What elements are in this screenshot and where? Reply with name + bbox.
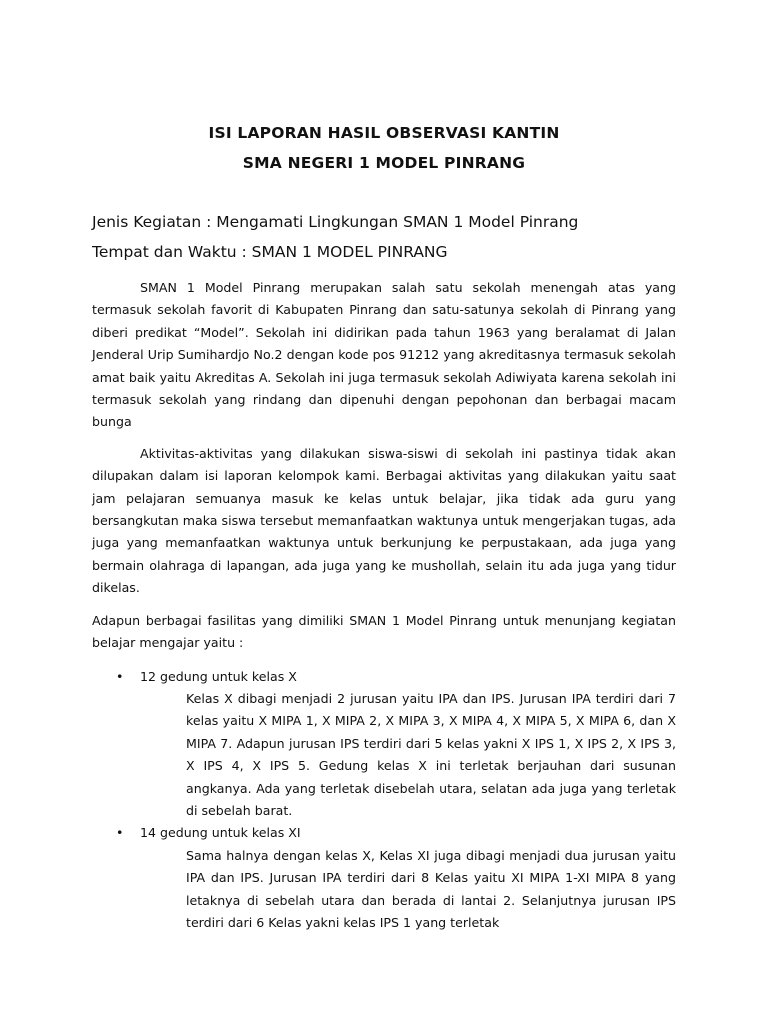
list-item [92, 822, 676, 934]
paragraph-facilities-intro: Adapun berbagai fasilitas yang dimiliki SMAN 1 Model Pinrang untuk menunjang kegiatan belajar mengajar yaitu : [92, 612, 676, 651]
facilities-list [92, 666, 676, 935]
list-item-heading: 14 gedung untuk kelas XI [140, 825, 301, 841]
list-item [92, 666, 676, 823]
list-item-body: Kelas X dibagi menjadi 2 jurusan yaitu IPA dan IPS. Jurusan IPA terdiri dari 7 kelas yaitu X MIPA 1, X MIPA 2, X MIPA 3, X MIPA 4, X MIPA 5, X MIPA 6, dan X MIPA 7. Adapun jurusan IPS terdiri dari 5 kelas yakni X IPS 1, X IPS 2, X IPS 3, X IPS 4, X IPS 5. Gedung kelas X ini terletak berjauhan dari susunan angkanya. Ada yang terletak disebelah utara, selatan ada juga yang terletak di sebelah barat. [186, 690, 676, 818]
tempat-waktu-line: Tempat dan Waktu : SMAN 1 MODEL PINRANG [92, 243, 448, 261]
list-item-body: Sama halnya dengan kelas X, Kelas XI juga dibagi menjadi dua jurusan yaitu IPA dan IPS. Jurusan IPA terdiri dari 8 Kelas yaitu XI MIPA 1-XI MIPA 8 yang letaknya di sebelah utara dan berada di lantai 2. Selanjutnya jurusan IPS terdiri dari 6 Kelas yakni kelas IPS 1 yang terletak [186, 847, 676, 930]
paragraph-school-profile: SMAN 1 Model Pinrang merupakan salah satu sekolah menengah atas yang termasuk sekolah favorit di Kabupaten Pinrang dan satu-satunya sekolah di Pinrang yang diberi predikat “Model”. Sekolah ini didirikan pada tahun 1963 yang beralamat di Jalan Jenderal Urip Sumihardjo No.2 dengan kode pos 91212 yang akreditasnya termasuk sekolah amat baik yaitu Akreditas A. Sekolah ini juga termasuk sekolah Adiwiyata karena sekolah ini termasuk sekolah yang rindang dan dipenuhi dengan pepohonan dan berbagai macam bunga [92, 280, 676, 430]
jenis-kegiatan-line: Jenis Kegiatan : Mengamati Lingkungan SMAN 1 Model Pinrang [92, 213, 579, 231]
bullet-icon: • [116, 668, 124, 684]
list-item-heading: 12 gedung untuk kelas X [140, 668, 297, 684]
document-title-line2: SMA NEGERI 1 MODEL PINRANG [242, 154, 526, 172]
bullet-icon: • [116, 825, 124, 841]
document-page [92, 118, 676, 934]
document-title-line1: ISI LAPORAN HASIL OBSERVASI KANTIN [208, 124, 560, 142]
paragraph-activities: Aktivitas-aktivitas yang dilakukan siswa-siswi di sekolah ini pastinya tidak akan dilupakan dalam isi laporan kelompok kami. Berbagai aktivitas yang dilakukan yaitu saat jam pelajaran semuanya masuk ke kelas untuk belajar, jika tidak ada guru yang bersangkutan maka siswa tersebut memanfaatkan waktunya untuk mengerjakan tugas, ada juga yang memanfaatkan waktunya untuk berkunjung ke perpustakaan, ada juga yang bermain olahraga di lapangan, ada juga yang ke mushollah, selain itu ada juga yang tidur dikelas. [92, 445, 676, 596]
activity-meta [92, 207, 676, 267]
